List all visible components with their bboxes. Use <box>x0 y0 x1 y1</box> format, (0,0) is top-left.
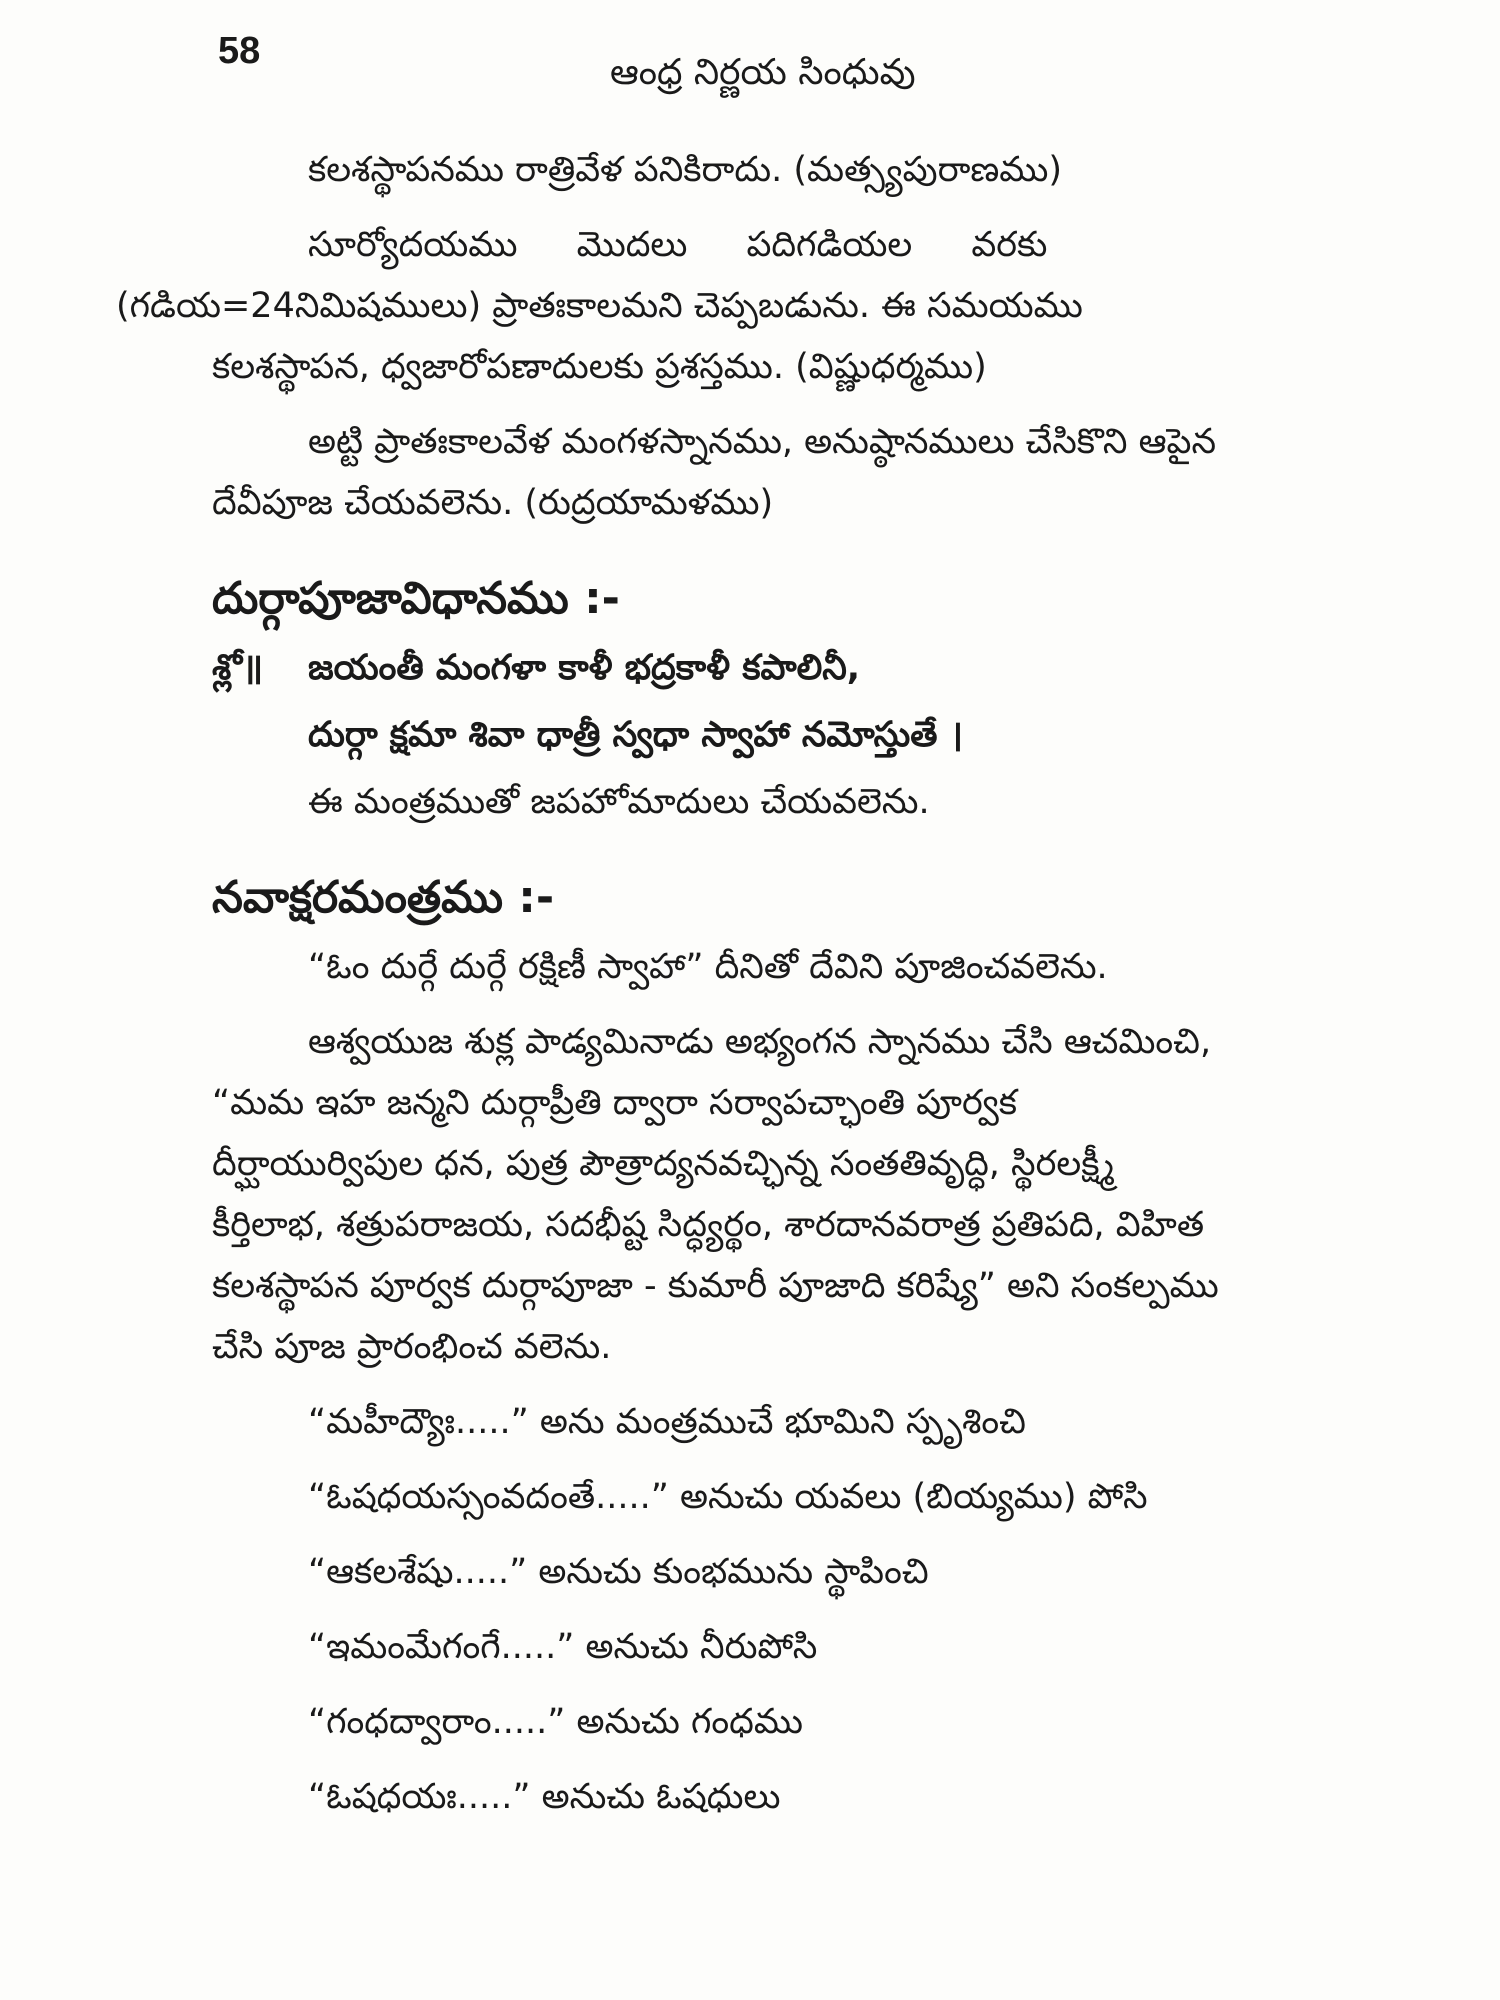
step-line: “ఓషధయః.....” అనుచు ఓషధులు <box>308 1777 781 1817</box>
text-line: దేవీపూజ చేయవలెను. (రుద్రయామళము) <box>212 483 774 523</box>
section-heading-durga-puja: దుర్గాపూజావిధానము :- <box>212 573 620 624</box>
text-line: దీర్ఘాయుర్విపుల ధన, పుత్ర పౌత్రాద్యనవచ్ఛిన్న సంతతివృద్ధి, స్థిరలక్ష్మీ <box>212 1144 1115 1184</box>
step-line: “ఓషధయస్సంవదంతే.....” అనుచు యవలు (బియ్యము) పోసి <box>308 1477 1148 1517</box>
text-line: ఆశ్వయుజ శుక్ల పాడ్యమినాడు అభ్యంగన స్నానము చేసి ఆచమించి, <box>308 1022 1212 1062</box>
text-line: సూర్యోదయము మొదలు పదిగడియల వరకు <box>308 225 1048 265</box>
step-line: “ఇమంమేగంగే.....” అనుచు నీరుపోసి <box>308 1627 818 1667</box>
paragraph-kalasha-night: కలశస్థాపనము రాత్రివేళ పనికిరాదు. (మత్స్యపురాణము) <box>308 150 1063 190</box>
verse-line: దుర్గా క్షమా శివా ధాత్రీ స్వధా స్వాహా నమోస్తుతే । <box>308 715 963 755</box>
text-line: కలశస్థాపన, ధ్వజారోపణాదులకు ప్రశస్తము. (విష్ణుధర్మము) <box>212 347 987 387</box>
step-line: “గంధద్వారాం.....” అనుచు గంధము <box>308 1702 803 1742</box>
verse-text: జయంతీ మంగళా కాళీ భద్రకాళీ కపాలినీ, <box>308 648 861 688</box>
paragraph-morning-bath <box>212 412 1322 534</box>
paragraph-mantra-note: ఈ మంత్రముతో జపహోమాదులు చేయవలెను. <box>308 782 930 822</box>
page-number: 58 <box>218 30 261 72</box>
verse-mark: శ్లో॥ <box>212 648 264 688</box>
step-line: “ఆకలశేషు.....” అనుచు కుంభమును స్థాపించి <box>308 1552 929 1592</box>
paragraph-sankalpa <box>212 1012 1322 1378</box>
running-title: ఆంధ్ర నిర్ణయ సింధువు <box>610 52 916 93</box>
verse-line <box>212 638 1322 699</box>
paragraph-om-durge: “ఓం దుర్గే దుర్గే రక్షిణీ స్వాహా” దీనితో దేవిని పూజించవలెను. <box>308 947 1108 987</box>
section-heading-navakshara: నవాక్షరమంత్రము :- <box>212 872 555 923</box>
page-body <box>116 140 1322 1842</box>
text-line: “మమ ఇహ జన్మని దుర్గాప్రీతి ద్వారా సర్వాపచ్ఛాంతి పూర్వక <box>212 1083 1018 1123</box>
text-line: (గడియ=24నిమిషములు) ప్రాతఃకాలమని చెప్పబడును. ఈ సమయము <box>116 286 1083 326</box>
text-line: కలశస్థాపన పూర్వక దుర్గాపూజా - కుమారీ పూజాది కరిష్యే” అని సంకల్పము <box>212 1266 1219 1306</box>
text-line: చేసి పూజ ప్రారంభించ వలెను. <box>212 1327 612 1367</box>
step-line: “మహీద్యౌః.....” అను మంత్రముచే భూమిని స్పృశించి <box>308 1402 1026 1442</box>
paragraph-sunrise <box>116 215 1322 398</box>
text-line: అట్టి ప్రాతఃకాలవేళ మంగళస్నానము, అనుష్ఠానములు చేసికొని ఆపైన <box>308 422 1217 462</box>
text-line: కీర్తిలాభ, శత్రుపరాజయ, సదభీష్ట సిద్ధ్యర్థం, శారదానవరాత్ర ప్రతిపది, విహిత <box>212 1205 1205 1245</box>
